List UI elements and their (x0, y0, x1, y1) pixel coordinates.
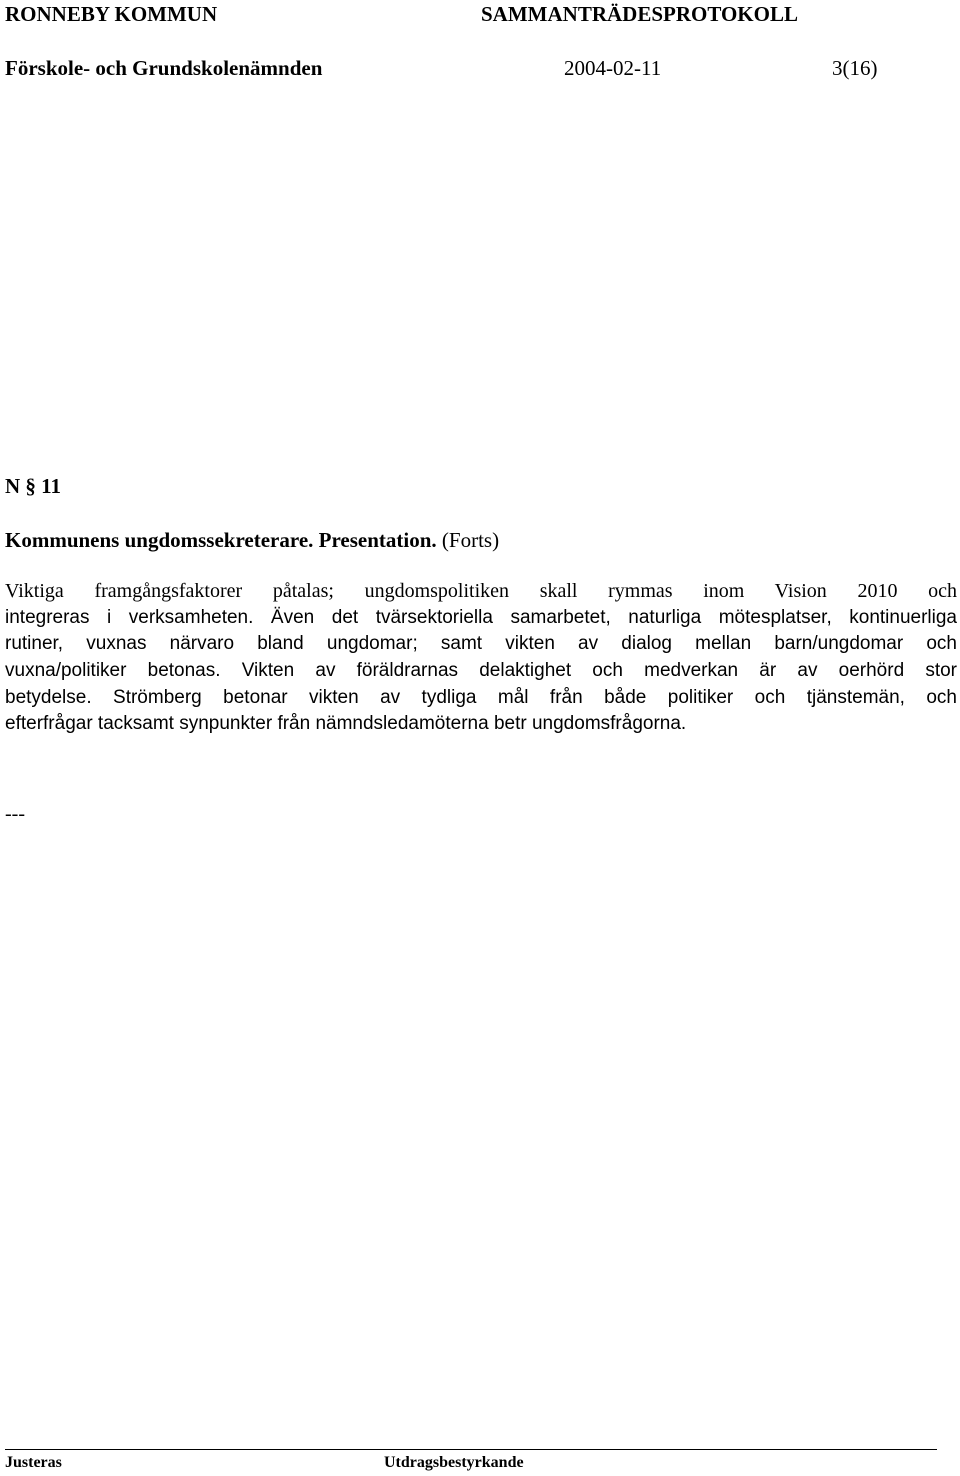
body-line-5: betydelse. Strömberg betonar vikten av tydliga mål från både politiker och tjänstemän, och (5, 686, 957, 708)
body-line-6: efterfrågar tacksamt synpunkter från nämndsledamöterna betr ungdomsfrågorna. (5, 713, 687, 735)
page-number: 3(16) (832, 56, 878, 80)
footer-utdragsbestyrkande: Utdragsbestyrkande (384, 1454, 524, 1471)
section-end-marker: --- (5, 803, 25, 825)
municipality-name: RONNEBY KOMMUN (5, 2, 218, 26)
body-line-4: vuxna/politiker betonas. Vikten av föräldrarnas delaktighet och medverkan är av oerhörd stor (5, 660, 957, 682)
section-body (5, 578, 957, 738)
document-type: SAMMANTRÄDESPROTOKOLL (481, 2, 798, 26)
footer-justeras: Justeras (5, 1454, 62, 1471)
body-line-1: Viktiga framgångsfaktorer påtalas; ungdomspolitiken skall rymmas inom Vision 2010 och (5, 580, 957, 602)
section-title-suffix: (Forts) (441, 528, 500, 552)
section-title (5, 528, 499, 553)
body-line-2: integreras i verksamheten. Även det tvärsektoriella samarbetet, naturliga mötesplatser, kontinuerliga (5, 606, 957, 628)
body-line-3: rutiner, vuxnas närvaro bland ungdomar; samt vikten av dialog mellan barn/ungdomar och (5, 633, 957, 655)
board-name: Förskole- och Grundskolenämnden (5, 56, 323, 80)
footer-divider (5, 1449, 937, 1450)
meeting-date: 2004-02-11 (564, 56, 662, 80)
section-title-text: Kommunens ungdomssekreterare. Presentation. (5, 528, 437, 552)
section-id: N § 11 (5, 474, 62, 498)
